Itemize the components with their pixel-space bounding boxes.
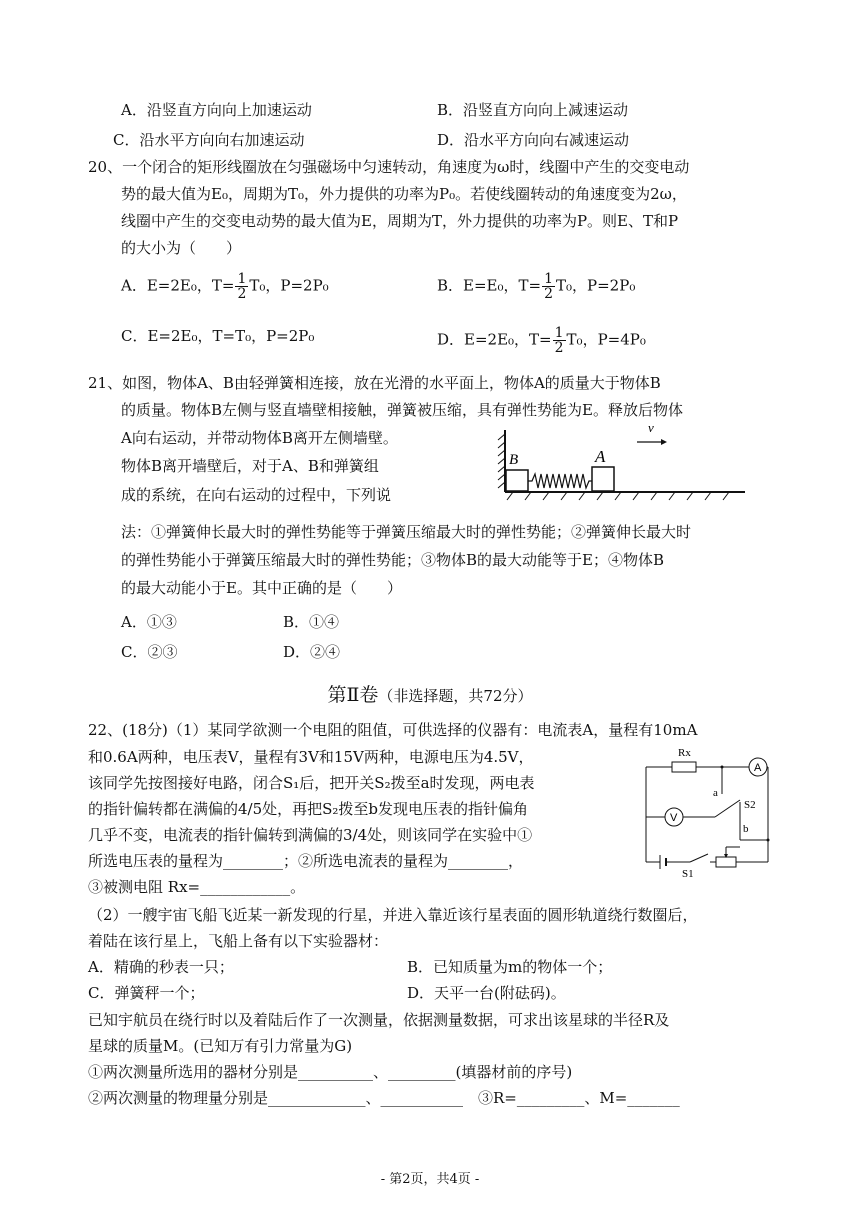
q21-line-6: 法：①弹簧伸长最大时的弹性势能等于弹簧压缩最大时的弹性势能；②弹簧伸长最大时 xyxy=(121,523,692,541)
q22-p2-line-2: 着陆在该行星上，飞船上备有以下实验器材： xyxy=(88,932,389,950)
q21-line-1: 21、如图，物体A、B由轻弹簧相连接，放在光滑的水平面上，物体A的质量大于物体B xyxy=(88,374,661,392)
q19-option-b: B．沿竖直方向向上减速运动 xyxy=(437,101,629,119)
q21-option-d: D．②④ xyxy=(283,643,341,661)
q22-option-b: B．已知质量为m的物体一个； xyxy=(407,958,613,976)
voltmeter-label: V xyxy=(670,812,678,824)
section-title: 第Ⅱ卷（非选择题，共72分） xyxy=(327,684,533,706)
q20-option-a: A．E=2E₀，T= $\frac{1}{2}$ T₀，P=2P₀ xyxy=(121,271,329,302)
fraction: $\frac{1}{2}$ xyxy=(237,271,247,302)
block-b-label: B xyxy=(509,452,519,468)
q22-p2-line-5: ①两次测量所选用的器材分别是__________、_________(填器材前的序号) xyxy=(88,1063,573,1081)
q21-line-8: 的最大动能小于E。其中正确的是（ ） xyxy=(121,579,402,597)
block-b xyxy=(506,470,528,491)
circuit-diagram xyxy=(640,742,775,880)
q22-line-1: 22、(18分)（1）某同学欲测一个电阻的阻值，可供选择的仪器有：电流表A，量程有10mA xyxy=(88,721,698,739)
q22-line-5: 几乎不变，电流表的指针偏转到满偏的3/4处，则该同学在实验中① xyxy=(88,826,533,844)
switch-a-label: a xyxy=(713,787,718,799)
q20-line-4: 的大小为（ ） xyxy=(121,239,242,257)
q21-line-5: 成的系统，在向右运动的过程中，下列说 xyxy=(121,486,392,504)
q21-line-2: 的质量。物体B左侧与竖直墙壁相接触，弹簧被压缩，具有弹性势能为E。释放后物体 xyxy=(121,401,683,419)
q21-option-a: A．①③ xyxy=(121,613,177,631)
q21-option-c: C．②③ xyxy=(121,643,178,661)
switch-b-label: b xyxy=(743,823,749,835)
resistor-label: Rx xyxy=(678,747,691,759)
page-footer: - 第2页，共4页 - xyxy=(380,1172,480,1187)
fraction: $\frac{1}{2}$ xyxy=(544,271,553,302)
spring-block-figure xyxy=(485,420,750,502)
q22-p2-line-3: 已知宇航员在绕行时以及着陆后作了一次测量，依据测量数据，可求出该星球的半径R及 xyxy=(88,1011,670,1029)
q20-option-d: D．E=2E₀，T= $\frac{1}{2}$ T₀，P=4P₀ xyxy=(437,325,646,356)
q22-line-4: 的指针偏转都在满偏的4/5处，再把S₂拨至b发现电压表的指针偏角 xyxy=(88,800,529,818)
q21-line-3: A向右运动，并带动物体B离开左侧墙壁。 xyxy=(121,429,398,447)
switch-s2-label: S2 xyxy=(744,799,756,811)
q22-line-3: 该同学先按图接好电路，闭合S₁后，把开关S₂拨至a时发现，两电表 xyxy=(88,774,535,792)
q19-option-a: A．沿竖直方向向上加速运动 xyxy=(121,101,312,119)
q22-p2-line-4: 星球的质量M。(已知万有引力常量为G) xyxy=(88,1037,353,1055)
q22-option-d: D．天平一台(附砝码)。 xyxy=(407,984,566,1002)
q20-option-c: C．E=2E₀，T=T₀，P=2P₀ xyxy=(121,327,315,345)
q21-line-4: 物体B离开墙壁后，对于A、B和弹簧组 xyxy=(121,457,379,475)
fraction: $\frac{1}{2}$ xyxy=(554,325,564,356)
q20-line-3: 线圈中产生的交变电动势的最大值为E，周期为T，外力提供的功率为P。则E、T和P xyxy=(121,212,679,230)
q22-p2-line-1: （2）一艘宇宙飞船飞近某一新发现的行星，并进入靠近该行星表面的圆形轨道绕行数圈后， xyxy=(88,906,698,924)
q19-option-d: D．沿水平方向向右减速运动 xyxy=(437,131,630,149)
q22-p2-line-6: ②两次测量的物理量分别是_____________、___________ ③R=_________、M=_______ xyxy=(88,1089,680,1107)
q20-line-2: 势的最大值为E₀，周期为T₀，外力提供的功率为P₀。若使线圈转动的角速度变为2ω， xyxy=(121,185,687,203)
q21-option-b: B．①④ xyxy=(283,613,340,631)
q22-line-6: 所选电压表的量程为________；②所选电流表的量程为________， xyxy=(88,852,524,870)
spring xyxy=(528,474,592,488)
velocity-label: v xyxy=(648,420,654,435)
block-a xyxy=(592,467,614,491)
switch-s1-label: S1 xyxy=(682,868,694,880)
q20-option-b: B．E=E₀，T= $\frac{1}{2}$ T₀，P=2P₀ xyxy=(437,271,636,302)
ammeter-label: A xyxy=(754,762,762,774)
q19-option-c: C．沿水平方向向右加速运动 xyxy=(113,131,305,149)
block-a-label: A xyxy=(595,447,606,466)
q21-line-7: 的弹性势能小于弹簧压缩最大时的弹性势能；③物体B的最大动能等于E；④物体B xyxy=(121,551,664,569)
q20-line-1: 20、一个闭合的矩形线圈放在匀强磁场中匀速转动，角速度为ω时，线圈中产生的交变电动 xyxy=(88,158,690,176)
q22-option-c: C．弹簧秤一个； xyxy=(88,984,205,1002)
q22-line-2: 和0.6A两种，电压表V，量程有3V和15V两种，电源电压为4.5V， xyxy=(88,748,534,766)
q22-line-7: ③被测电阻 Rx=____________。 xyxy=(88,878,306,896)
q22-option-a: A．精确的秒表一只； xyxy=(88,958,234,976)
